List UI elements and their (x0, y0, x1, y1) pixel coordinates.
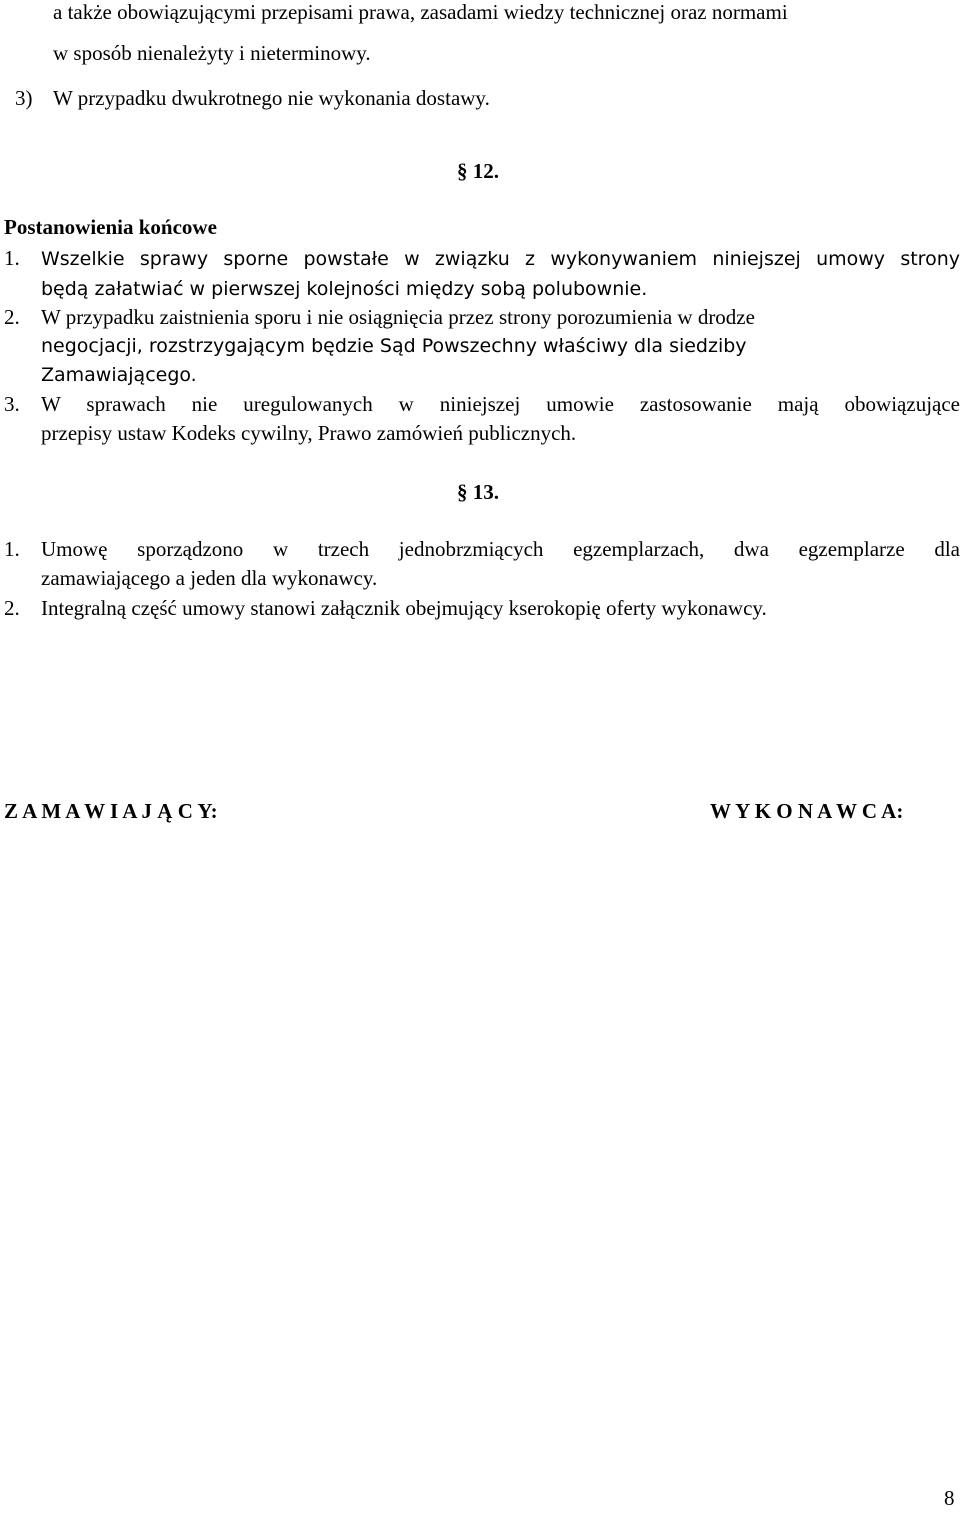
list-item-number: 2. (4, 305, 20, 329)
section-title: Postanowienia końcowe (4, 215, 217, 239)
list-item-number: 2. (4, 596, 20, 620)
section-heading-13: § 13. (457, 480, 499, 504)
section-heading-12: § 12. (457, 159, 499, 183)
page-number: 8 (944, 1486, 955, 1510)
list-item-text: będą załatwiać w pierwszej kolejności między sobą polubownie. (41, 278, 648, 300)
list-item-text: Wszelkie sprawy sporne powstałe w związku z wykonywaniem niniejszej umowy strony (41, 248, 960, 270)
signature-label-contractor: W Y K O N A W C A: (710, 799, 904, 823)
list-item-number: 3) (15, 86, 33, 110)
list-item-text: W przypadku dwukrotnego nie wykonania dostawy. (53, 86, 490, 110)
list-item-text: negocjacji, rozstrzygającym będzie Sąd Powszechny właściwy dla siedziby (41, 335, 747, 357)
paragraph-line: a także obowiązującymi przepisami prawa, zasadami wiedzy technicznej oraz normami (53, 0, 788, 24)
list-item-text: przepisy ustaw Kodeks cywilny, Prawo zamówień publicznych. (41, 421, 577, 445)
signature-label-orderer: Z A M A W I A J Ą C Y: (4, 799, 218, 823)
list-item-number: 3. (4, 392, 20, 416)
paragraph-line: w sposób nienależyty i nieterminowy. (53, 41, 371, 65)
list-item-number: 1. (4, 537, 20, 561)
list-item-text: zamawiającego a jeden dla wykonawcy. (41, 566, 378, 590)
list-item-text: Zamawiającego. (41, 364, 197, 386)
list-item-number: 1. (4, 246, 20, 270)
list-item-text: Integralną część umowy stanowi załącznik obejmujący kserokopię oferty wykonawcy. (41, 596, 767, 620)
list-item-text: W sprawach nie uregulowanych w niniejszej umowie zastosowanie mają obowiązujące (41, 392, 960, 416)
list-item-text: Umowę sporządzono w trzech jednobrzmiących egzemplarzach, dwa egzemplarze dla (41, 537, 960, 561)
list-item-text: W przypadku zaistnienia sporu i nie osiągnięcia przez strony porozumienia w drodze (41, 305, 755, 329)
